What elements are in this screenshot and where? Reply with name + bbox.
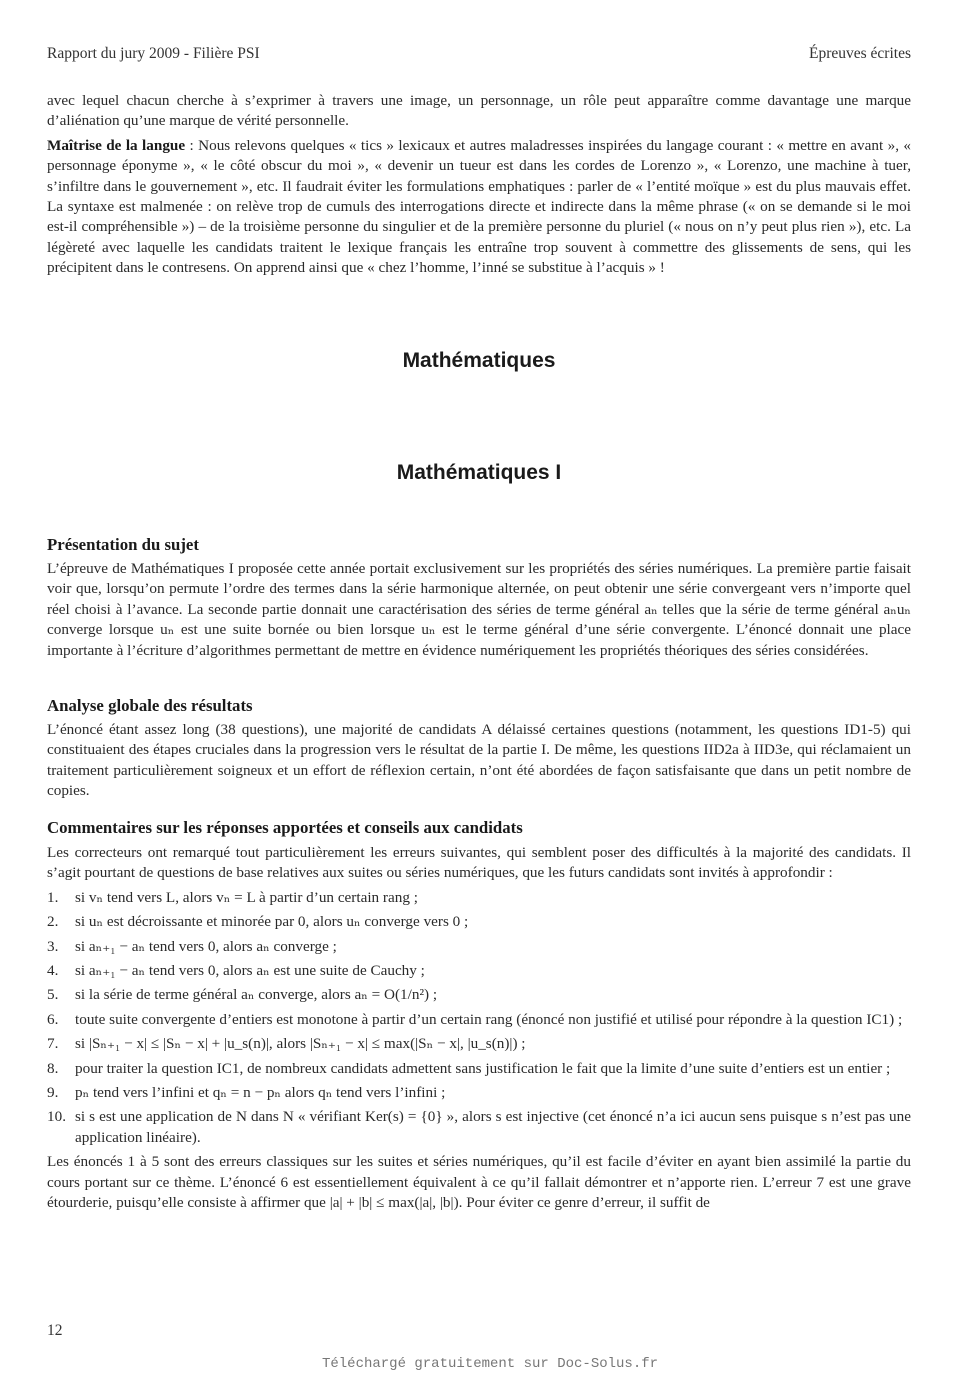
header-section-name: Épreuves écrites: [809, 45, 911, 62]
intro-paragraph: avec lequel chacun cherche à s’exprimer à travers une image, un personnage, un rôle peut apparaître comme davantage une marque d’aliénation qu’une marque de vérité personnelle.: [47, 92, 911, 130]
langue-label: Maîtrise de la langue: [47, 136, 186, 154]
list-item: 4. si aₙ₊₁ − aₙ tend vers 0, alors aₙ est une suite de Cauchy ;: [47, 962, 425, 980]
error-list: [47, 888, 911, 1148]
analyse-text: L’énoncé étant assez long (38 questions), une majorité de candidats A délaissé certaines questions (notamment, les questions ID1-5) qui constituaient des étapes cruciales dans la progression vers le résultat de la partie I. De même, les questions IID2a à IID3e, qui réclamaient un traitement particulièrement soigneux et un effort de réflexion certain, n’ont été abordées de façon satisfaisante que dans un petit nombre de copies.: [47, 721, 911, 800]
presentation-text: L’épreuve de Mathématiques I proposée cette année portait exclusivement sur les propriétés des séries numériques. La première partie faisait voir que, lorsqu’on permute l’ordre des termes dans la série harmonique alternée, on peut obtenir une série convergeant vers n’importe quel réel choisi à l’avance. La seconde partie donnait une caractérisation des séries de terme général aₙ telles que la série de terme général aₙuₙ converge lorsque uₙ est une suite bornée ou bien lorsque uₙ est le terme général d’une série convergente. L’énoncé donnait une place importante à l’écriture d’algorithmes permettant de mettre en évidence numériquement les propriétés théoriques des séries considérées.: [47, 560, 911, 659]
list-item: 5. si la série de terme général aₙ converge, alors aₙ = O(1/n²) ;: [47, 986, 438, 1004]
chapter-title: Mathématiques: [402, 349, 556, 372]
page-header: [47, 44, 911, 64]
list-item: 7. si |Sₙ₊₁ − x| ≤ |Sₙ − x| + |u_s(n)|, alors |Sₙ₊₁ − x| ≤ max(|Sₙ − x|, |u_s(n)|) ;: [47, 1035, 526, 1053]
list-item: 1. si vₙ tend vers L, alors vₙ = L à partir d’un certain rang ;: [47, 888, 418, 906]
header-report-title: Rapport du jury 2009 - Filière PSI: [47, 45, 260, 62]
page-number: 12: [47, 1322, 63, 1339]
langue-text: : Nous relevons quelques « tics » lexicaux et autres maladresses inspirées du langage courant : « mettre en avant », « personnage éponyme », « le côté obscur du moi », « devenir un tueur est dans les cordes de Lorenzo », « Lorenzo, une machine à tuer, s’infiltre dans le gouvernement », etc. Il faudrait éviter les formulations emphatiques : parler de « l’entité moïque » est du plus mauvais effet. La syntaxe est malmenée : on relève trop de cumuls des interrogations directe et indirecte dans la même phrase (« on se demande si le moi est-il compréhensible ») – de la troisième personne du singulier et de la première personne du pluriel (« nous on n’y peut plus rien »), etc. La légèreté avec laquelle les candidats traitent le lexique français les entraîne trop souvent à commettre des glissements de sens, qui les précipitent dans le contresens. On apprend ainsi que « chez l’homme, l’inné se substitue à l’acquis » !: [47, 136, 911, 277]
presentation-block: [47, 559, 911, 661]
list-item: 8. pour traiter la question IC1, de nombreux candidats admettent sans justification le fait que la limite d’une suite d’entiers est un entier ;: [47, 1059, 891, 1077]
langue-paragraph: [47, 136, 911, 279]
list-item: 2. si uₙ est décroissante et minorée par 0, alors uₙ converge vers 0 ;: [47, 913, 469, 931]
list-item: 9. pₙ tend vers l’infini et qₙ = n − pₙ alors qₙ tend vers l’infini ;: [47, 1084, 446, 1102]
commentaires-intro: Les correcteurs ont remarqué tout particulièrement les erreurs suivantes, qui semblent poser des difficultés à la majorité des candidats. Il s’agit pourtant de questions de base relatives aux suites ou séries numériques, que les futurs candidats sont invités à approfondir :: [47, 844, 911, 882]
source-watermark: Téléchargé gratuitement sur Doc-Solus.fr: [321, 1356, 659, 1372]
commentaires-block: [47, 843, 911, 1214]
section-title: Mathématiques I: [396, 461, 562, 484]
analyse-block: [47, 720, 911, 802]
commentaires-heading: Commentaires sur les réponses apportées et conseils aux candidats: [47, 818, 523, 837]
list-item: 6. toute suite convergente d’entiers est monotone à partir d’un certain rang (énoncé non justifié et utilisé pour répondre à la question IC1) ;: [47, 1010, 903, 1028]
list-item: 3. si aₙ₊₁ − aₙ tend vers 0, alors aₙ converge ;: [47, 937, 337, 955]
list-item: 10. si s est une application de N dans N « vérifiant Ker(s) = {0} », alors s est injective (cet énoncé n’a ici aucun sens puisque s n’est pas une application linéaire).: [47, 1108, 911, 1146]
analyse-heading: Analyse globale des résultats: [47, 696, 253, 715]
intro-block: [47, 91, 911, 279]
presentation-heading: Présentation du sujet: [47, 535, 199, 554]
commentaires-outro: Les énoncés 1 à 5 sont des erreurs classiques sur les suites et séries numériques, qu’il est facile d’éviter en ayant bien assimilé la partie du cours portant sur ce thème. L’énoncé 6 est essentiellement équivalent à ce qu’il fallait démontrer et n’apporte rien. L’erreur 7 est une grave étourderie, puisqu’elle consiste à affirmer que |a| + |b| ≤ max(|a|, |b|). Pour éviter ce genre d’erreur, il suffit de: [47, 1153, 911, 1212]
